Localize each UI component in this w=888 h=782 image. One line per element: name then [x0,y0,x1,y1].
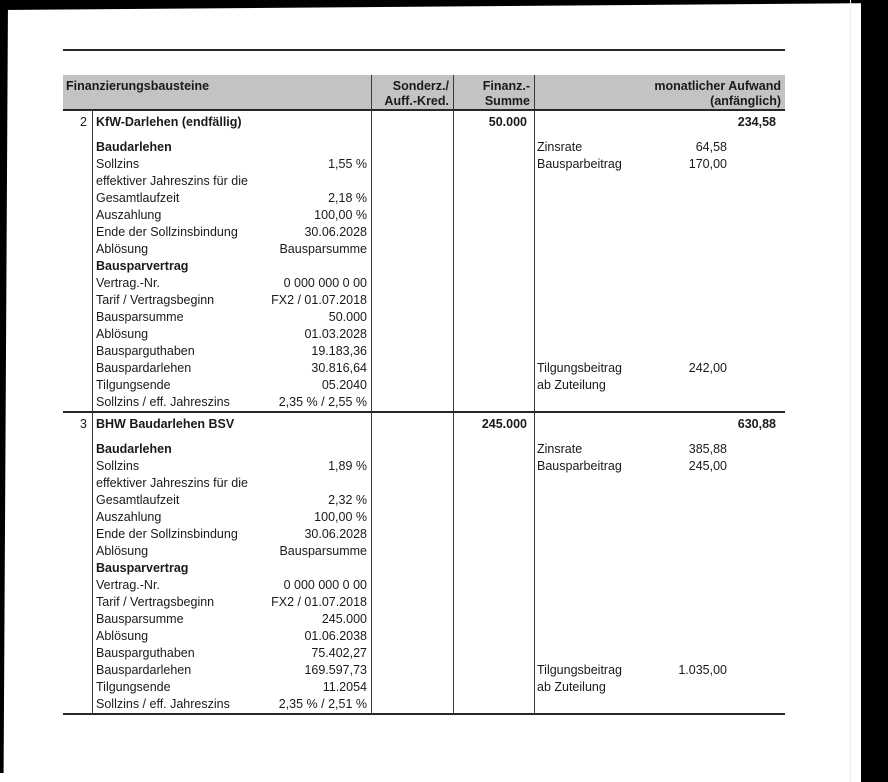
finanz-cell [454,662,535,679]
detail-main-cell [93,224,372,241]
row-label: Bausparsumme [96,612,184,626]
detail-main-cell [93,628,372,645]
aufwand-value: 64,58 [695,140,727,154]
aufwand-cell [535,241,785,258]
row-label: Bausparguthaben [96,646,195,660]
loan-number: 2 [63,111,93,139]
row-label: Tilgungsende [96,378,171,392]
detail-main-cell [93,241,372,258]
detail-row [63,560,785,577]
row-value: 75.402,27 [311,646,367,660]
loan-title-cell [93,111,372,139]
row-value: 2,35 % / 2,51 % [278,697,367,711]
page-edge-line [850,0,851,782]
num-cell [63,292,93,309]
finanz-cell [454,207,535,224]
detail-row [63,377,785,394]
detail-row [63,662,785,679]
detail-row [63,628,785,645]
aufwand-label: Bausparbeitrag [537,157,622,171]
detail-main-cell [93,441,372,458]
num-cell [63,458,93,475]
row-label: Ablösung [96,544,149,558]
sonderz-cell [372,475,454,492]
row-label: Tilgungsende [96,680,171,694]
detail-row [63,509,785,526]
letterbox-top-bar [0,0,888,11]
detail-main-cell [93,190,372,207]
detail-main-cell [93,207,372,224]
row-label: Sollzins / eff. Jahreszins [96,395,230,409]
row-value: Bausparsumme [279,544,367,558]
num-cell [63,662,93,679]
row-value: 50.000 [328,310,367,324]
detail-main-cell [93,526,372,543]
num-cell [63,441,93,458]
finanz-cell [454,679,535,696]
sonderz-cell [372,275,454,292]
detail-row [63,394,785,411]
sonderz-cell [372,224,454,241]
sonderz-cell [372,309,454,326]
row-label: effektiver Jahreszins für die [96,174,248,188]
detail-main-cell [93,326,372,343]
num-cell [63,628,93,645]
sonderz-cell [372,662,454,679]
finanz-cell [454,560,535,577]
finanz-cell [454,343,535,360]
aufwand-cell [535,679,785,696]
num-cell [63,679,93,696]
aufwand-label: ab Zuteilung [537,378,606,392]
aufwand-cell [535,577,785,594]
row-value: 0 000 000 0 00 [283,276,367,290]
detail-main-cell [93,292,372,309]
row-value: 30.816,64 [311,361,367,375]
aufwand-cell [535,645,785,662]
block-title-row [63,413,785,441]
loan-title: KfW-Darlehen (endfällig) [96,115,242,129]
aufwand-cell [535,696,785,713]
num-cell [63,543,93,560]
detail-row [63,173,785,190]
aufwand-cell [535,458,785,475]
detail-row [63,258,785,275]
aufwand-value: 170,00 [688,157,727,171]
sonderz-cell [372,594,454,611]
detail-row [63,492,785,509]
detail-row [63,156,785,173]
finanz-cell [454,275,535,292]
aufwand-label: Zinsrate [537,140,583,154]
row-label: Ablösung [96,629,149,643]
num-cell [63,309,93,326]
row-value: 169.597,73 [304,663,367,677]
finanz-cell [454,475,535,492]
detail-main-cell [93,475,372,492]
row-label: Bauspardarlehen [96,663,192,677]
detail-row [63,679,785,696]
sonderz-cell [372,611,454,628]
header-main-label: Finanzierungsbausteine [66,79,210,93]
row-label: Sollzins [96,459,140,473]
num-cell [63,696,93,713]
row-label: Ende der Sollzinsbindung [96,225,238,239]
sonderz-cell [372,139,454,156]
num-cell [63,594,93,611]
detail-main-cell [93,645,372,662]
row-label: Ende der Sollzinsbindung [96,527,238,541]
row-label: Vertrag.-Nr. [96,578,160,592]
row-value: 01.03.2028 [304,327,367,341]
finanz-cell [454,509,535,526]
row-label: Bauspardarlehen [96,361,192,375]
sonderz-cell [372,577,454,594]
row-label: Bausparvertrag [96,259,189,273]
aufwand-cell [535,377,785,394]
header-monatlicher-aufwand: monatlicher Aufwand (anfänglich) [654,79,781,108]
row-label: Auszahlung [96,208,162,222]
finanz-cell [454,543,535,560]
detail-row [63,458,785,475]
row-label: Ablösung [96,242,149,256]
finanz-cell [454,241,535,258]
detail-row [63,360,785,377]
detail-main-cell [93,173,372,190]
detail-row [63,611,785,628]
sonderz-cell [372,543,454,560]
sonderz-cell [372,377,454,394]
finanz-cell [454,696,535,713]
detail-main-cell [93,577,372,594]
row-value: 05.2040 [321,378,367,392]
detail-row [63,326,785,343]
detail-main-cell [93,594,372,611]
num-cell [63,577,93,594]
row-value: FX2 / 01.07.2018 [271,595,367,609]
aufwand-cell [535,326,785,343]
num-cell [63,224,93,241]
aufwand-cell [535,441,785,458]
row-value: 100,00 % [314,208,367,222]
row-value: 245.000 [321,612,367,626]
row-label: Bausparvertrag [96,561,189,575]
sonderz-cell [372,241,454,258]
row-value: 19.183,36 [311,344,367,358]
detail-main-cell [93,343,372,360]
finanz-cell [454,441,535,458]
row-value: 30.06.2028 [304,225,367,239]
num-cell [63,275,93,292]
row-label: Tarif / Vertragsbeginn [96,293,215,307]
sonderz-cell [372,292,454,309]
row-value: 2,35 % / 2,55 % [278,395,367,409]
row-label: Baudarlehen [96,140,172,154]
sonderz-cell [372,111,454,139]
detail-row [63,543,785,560]
row-label: Tarif / Vertragsbeginn [96,595,215,609]
row-label: Sollzins / eff. Jahreszins [96,697,230,711]
detail-main-cell [93,509,372,526]
finanz-cell [454,173,535,190]
detail-row [63,526,785,543]
aufwand-cell [535,560,785,577]
row-label: Auszahlung [96,510,162,524]
loan-aufwand-total: 234,58 [737,115,776,129]
aufwand-value: 1.035,00 [678,663,727,677]
sonderz-cell [372,628,454,645]
row-value: 2,18 % [328,191,367,205]
sonderz-cell [372,156,454,173]
aufwand-label: Bausparbeitrag [537,459,622,473]
aufwand-cell [535,594,785,611]
finanz-cell [454,292,535,309]
sonderz-cell [372,258,454,275]
sonderz-cell [372,394,454,411]
detail-row [63,207,785,224]
aufwand-cell [535,224,785,241]
aufwand-value: 242,00 [688,361,727,375]
row-label: Vertrag.-Nr. [96,276,160,290]
finanz-cell [454,309,535,326]
detail-row [63,309,785,326]
num-cell [63,360,93,377]
row-label: Bausparguthaben [96,344,195,358]
sonderz-cell [372,190,454,207]
finanz-cell [454,224,535,241]
sonderz-cell [372,679,454,696]
sonderz-cell [372,360,454,377]
row-value: 1,89 % [328,459,367,473]
detail-main-cell [93,458,372,475]
detail-main-cell [93,543,372,560]
detail-main-cell [93,696,372,713]
aufwand-cell [535,275,785,292]
detail-main-cell [93,560,372,577]
detail-main-cell [93,662,372,679]
num-cell [63,560,93,577]
finanz-cell [454,458,535,475]
num-cell [63,241,93,258]
aufwand-cell [535,343,785,360]
sonderz-cell [372,343,454,360]
header-sonderz-auff-kred: Sonderz./ Auff.-Kred. [372,75,454,109]
sonderz-cell [372,492,454,509]
row-label: Sollzins [96,157,140,171]
row-label: Baudarlehen [96,442,172,456]
aufwand-value: 385,88 [688,442,727,456]
aufwand-label: ab Zuteilung [537,680,606,694]
finanz-cell [454,628,535,645]
loan-number: 3 [63,413,93,441]
detail-row [63,139,785,156]
loan-title-cell [93,413,372,441]
num-cell [63,258,93,275]
num-cell [63,326,93,343]
sonderz-cell [372,173,454,190]
aufwand-label: Tilgungsbeitrag [537,663,623,677]
row-value: 2,32 % [328,493,367,507]
detail-row [63,292,785,309]
top-rule [63,49,785,51]
finanz-cell [454,360,535,377]
aufwand-label: Tilgungsbeitrag [537,361,623,375]
finanz-cell [454,394,535,411]
num-cell [63,156,93,173]
finanz-cell [454,190,535,207]
letterbox-left-bar [0,0,8,773]
aufwand-value: 245,00 [688,459,727,473]
sonderz-cell [372,560,454,577]
row-value: 30.06.2028 [304,527,367,541]
aufwand-cell [535,360,785,377]
row-label: Gesamtlaufzeit [96,191,180,205]
table-body [63,111,785,715]
detail-row [63,577,785,594]
block-title-row [63,111,785,139]
aufwand-cell [535,139,785,156]
aufwand-cell [535,611,785,628]
financing-document [63,49,785,715]
aufwand-cell [535,190,785,207]
detail-main-cell [93,360,372,377]
aufwand-cell [535,394,785,411]
detail-main-cell [93,377,372,394]
aufwand-cell [535,628,785,645]
num-cell [63,394,93,411]
detail-main-cell [93,679,372,696]
aufwand-label: Zinsrate [537,442,583,456]
detail-main-cell [93,258,372,275]
finanz-cell [454,594,535,611]
aufwand-cell [535,543,785,560]
finanz-cell [454,258,535,275]
aufwand-cell [535,156,785,173]
num-cell [63,377,93,394]
num-cell [63,526,93,543]
header-finanzierungsbausteine [63,75,372,109]
row-label: effektiver Jahreszins für die [96,476,248,490]
num-cell [63,611,93,628]
header-finanz-summe: Finanz.- Summe [454,75,535,109]
detail-main-cell [93,492,372,509]
aufwand-cell [535,662,785,679]
num-cell [63,173,93,190]
finanz-cell [454,139,535,156]
finanz-cell [454,645,535,662]
finanz-cell [454,577,535,594]
sonderz-cell [372,207,454,224]
loan-block [63,411,785,713]
row-label: Ablösung [96,327,149,341]
num-cell [63,207,93,224]
detail-row [63,696,785,713]
detail-row [63,594,785,611]
detail-main-cell [93,275,372,292]
aufwand-cell [535,526,785,543]
letterbox-right-bar [861,0,888,782]
loan-title: BHW Baudarlehen BSV [96,417,235,431]
aufwand-cell [535,207,785,224]
num-cell [63,645,93,662]
row-value: FX2 / 01.07.2018 [271,293,367,307]
aufwand-cell [535,309,785,326]
aufwand-cell [535,475,785,492]
table-header-row [63,75,785,111]
loan-finanz-summe: 245.000 [454,413,535,441]
detail-main-cell [93,139,372,156]
aufwand-cell [535,173,785,190]
row-value: Bausparsumme [279,242,367,256]
detail-row [63,343,785,360]
detail-main-cell [93,394,372,411]
finanz-cell [454,526,535,543]
detail-row [63,241,785,258]
num-cell [63,509,93,526]
aufwand-cell [535,258,785,275]
num-cell [63,190,93,207]
row-value: 01.06.2038 [304,629,367,643]
row-value: 0 000 000 0 00 [283,578,367,592]
sonderz-cell [372,509,454,526]
finanz-cell [454,326,535,343]
row-value: 11.2054 [322,680,367,694]
finanz-cell [454,611,535,628]
sonderz-cell [372,526,454,543]
finanz-cell [454,492,535,509]
loan-block [63,111,785,411]
detail-main-cell [93,611,372,628]
detail-row [63,275,785,292]
aufwand-cell [535,492,785,509]
row-label: Bausparsumme [96,310,184,324]
num-cell [63,475,93,492]
row-value: 1,55 % [328,157,367,171]
finanz-cell [454,156,535,173]
sonderz-cell [372,326,454,343]
num-cell [63,343,93,360]
detail-row [63,645,785,662]
detail-row [63,441,785,458]
detail-row [63,475,785,492]
row-value: 100,00 % [314,510,367,524]
sonderz-cell [372,458,454,475]
finanz-cell [454,377,535,394]
num-cell [63,139,93,156]
detail-row [63,190,785,207]
aufwand-cell [535,292,785,309]
sonderz-cell [372,696,454,713]
sonderz-cell [372,441,454,458]
detail-main-cell [93,309,372,326]
loan-aufwand-total: 630,88 [737,417,776,431]
detail-main-cell [93,156,372,173]
detail-row [63,224,785,241]
aufwand-cell [535,509,785,526]
row-label: Gesamtlaufzeit [96,493,180,507]
loan-finanz-summe: 50.000 [454,111,535,139]
sonderz-cell [372,645,454,662]
sonderz-cell [372,413,454,441]
num-cell [63,492,93,509]
